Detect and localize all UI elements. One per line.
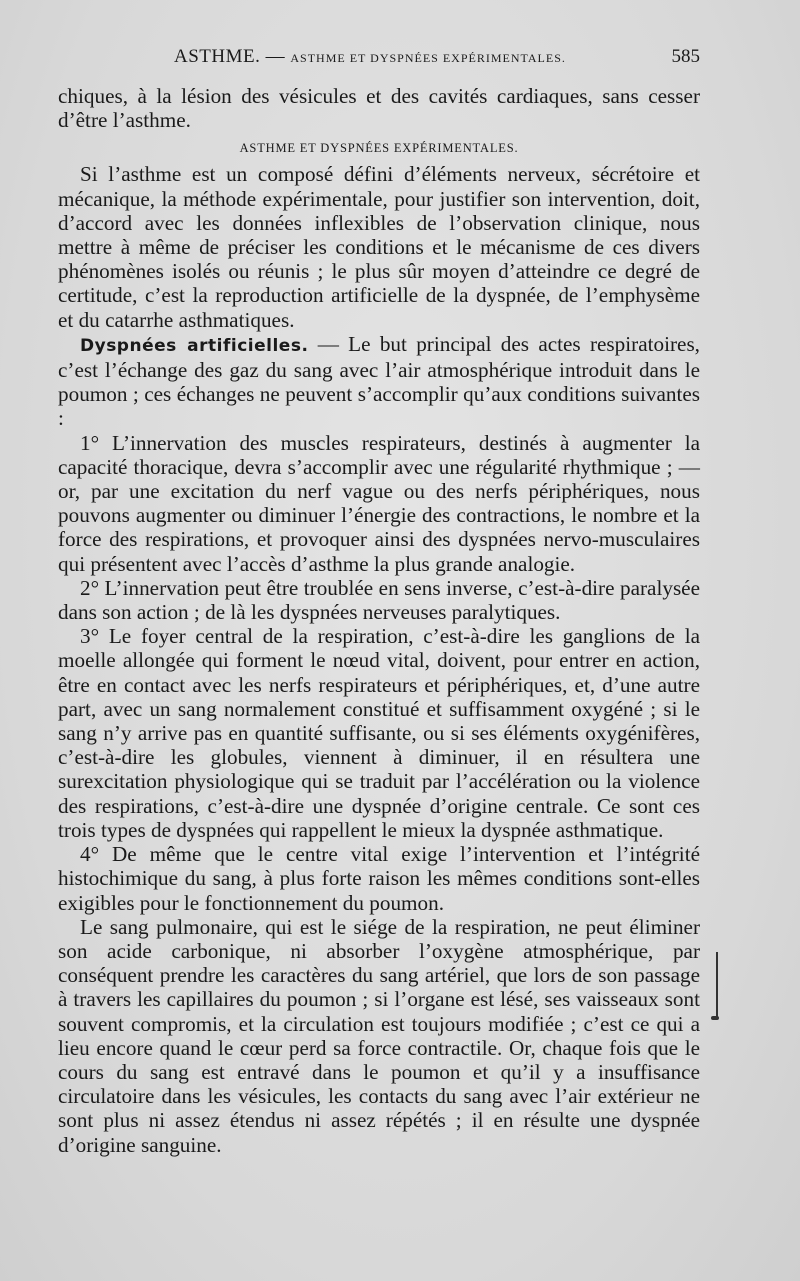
- running-title-main: ASTHME.: [174, 46, 261, 67]
- page-number: 585: [671, 46, 700, 67]
- margin-pencil-dot: [711, 1016, 719, 1020]
- paragraph-continued: chiques, à la lésion des vésicules et des cavités cardiaques, sans cesser d’être l’asthme.: [58, 84, 700, 133]
- paragraph-4: 2° L’innervation peut être troublée en sens inverse, c’est-à-dire paralysée dans son action ; de là les dyspnées nerveuses paralytiques.: [58, 575, 700, 625]
- running-header: [58, 46, 700, 74]
- running-title-dash: —: [260, 46, 291, 67]
- margin-pencil-mark: [716, 952, 718, 1018]
- runin-heading: Dyspnées artificielles.: [80, 335, 309, 356]
- section-heading: ASTHME ET DYSPNÉES EXPÉRIMENTALES.: [239, 141, 519, 156]
- paragraph-6: 4° De même que le centre vital exige l’intervention et l’intégrité histochimique du sang, à plus forte raison les mêmes conditions sont-elles exigibles pour le fonctionnement du poumon.: [58, 842, 700, 915]
- paragraph-2: [58, 332, 700, 431]
- paragraph-1: Si l’asthme est un composé défini d’éléments nerveux, sécrétoire et mécanique, la méthode expérimentale, pour justifier son intervention, doit, d’accord avec les données inflexibles de l’observation clinique, nous mettre à même de préciser les conditions et le mécanisme de ces divers phénomènes isolés ou réunis ; le plus sûr moyen d’atteindre ce degré de certitude, c’est la reproduction artificielle de la dyspnée, de l’emphysème et du catarrhe asthmatiques.: [58, 162, 700, 332]
- paragraph-2-text: — Le but principal des actes respiratoires, c’est l’échange des gaz du sang avec l’air atmosphérique introduit dans le poumon ; ces échanges ne peuvent s’accomplir qu’aux conditions suivantes :: [58, 331, 700, 431]
- paragraph-3: 1° L’innervation des muscles respirateurs, destinés à augmenter la capacité thoracique, devra s’accomplir avec une régularité rhythmique ; — or, par une excitation du nerf vague ou des nerfs périphériques, nous pouvons augmenter ou diminuer l’énergie des contractions, le nombre et la force des respirations, et provoquer ainsi des dyspnées nervo-musculaires qui présentent avec l’accès d’asthme la plus grande analogie.: [58, 430, 700, 576]
- running-title: [174, 46, 566, 68]
- paragraph-7: Le sang pulmonaire, qui est le siége de la respiration, ne peut éliminer son acide carbonique, ni absorber l’oxygène atmosphérique, par conséquent prendre les caractères du sang artériel, que lors de son passage à travers les capillaires du poumon ; si l’organe est lésé, ses vaisseaux sont souvent compromis, et la circulation est toujours modifiée ; c’est ce qui a lieu encore quand le cœur perd sa force contractile. Or, chaque fois que le cours du sang est entravé dans le poumon et qu’il y a insuffisance circulatoire dans les vésicules, les contacts du sang avec l’air extérieur ne sont plus ni assez étendus ni assez répétés ; il en résulte une dyspnée d’origine sanguine.: [58, 914, 700, 1157]
- running-title-sub: ASTHME ET DYSPNÉES EXPÉRIMENTALES.: [290, 51, 566, 65]
- paragraph-5: 3° Le foyer central de la respiration, c’est-à-dire les ganglions de la moelle allongée qui forment le nœud vital, doivent, pour entrer en action, être en contact avec les nerfs respirateurs et périphériques, et, d’une autre part, avec un sang normalement constitué et suffisamment oxygéné ; si le sang n’y arrive pas en quantité suffisante, ou si ses éléments oxygénifères, c’est-à-dire les globules, viennent à diminuer, il en résultera une surexcitation physiologique qui se traduit par l’accélération ou la violence des respirations, c’est-à-dire une dyspnée d’origine centrale. Ce sont ces trois types de dyspnées qui rappellent le mieux la dyspnée asthmatique.: [58, 624, 700, 842]
- body-text: [58, 84, 700, 1157]
